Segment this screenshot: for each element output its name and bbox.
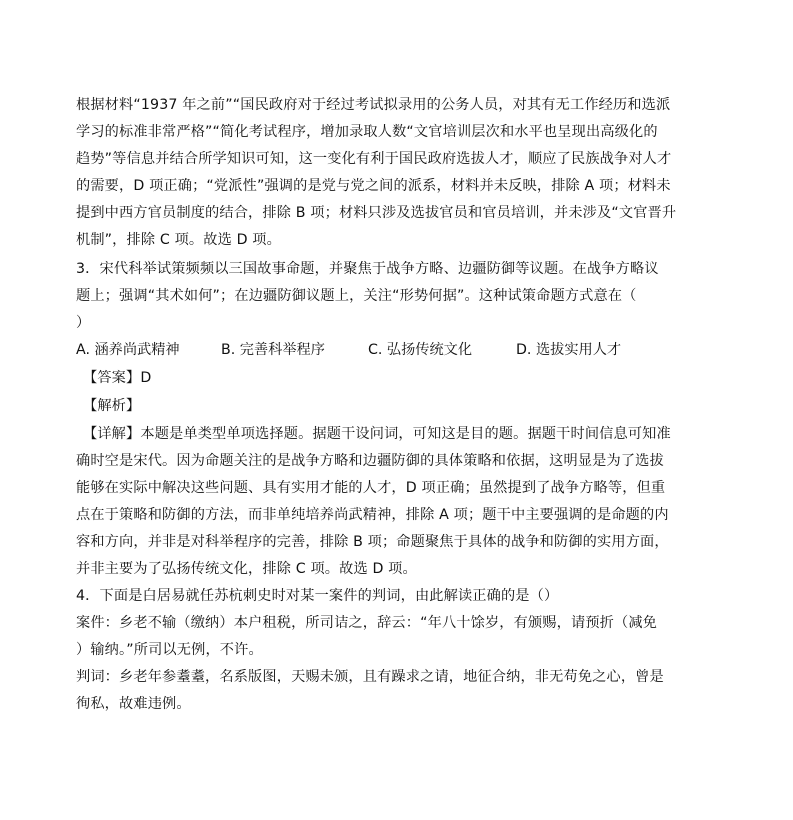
q3-answer: 【答案】D — [83, 370, 152, 386]
q4-judgment-line-2: 徇私，故难违例。 — [76, 696, 191, 712]
q4-case-line-1: 案件：乡老不输（缴纳）本户租税，所司诘之，辞云：“年八十馀岁，有颁赐，请预折（减免 — [76, 615, 658, 631]
q3-stem-line-3: ） — [76, 315, 91, 331]
q2-explanation-line-6: 机制”，排除 C 项。故选 D 项。 — [76, 232, 281, 248]
q2-explanation-line-5: 提到中西方官员制度的结合，排除 B 项；材料只涉及选拔官员和官员培训，并未涉及“文官晋升 — [76, 205, 677, 221]
q3-detail-line-5: 容和方向，并非是对科举程序的完善，排除 B 项；命题聚焦于具体的战争和防御的实用方面， — [76, 534, 669, 550]
q4-case-line-2: ）输纳。”所司以无例，不许。 — [76, 642, 263, 658]
q3-analysis-title: 【解析】 — [83, 398, 141, 414]
q3-detail-line-3: 能够在实际中解决这些问题、具有实用才能的人才，D 项正确；虽然提到了战争方略等，但重 — [76, 480, 666, 496]
q4-stem-line-1: 4．下面是白居易就任苏杭刺史时对某一案件的判词，由此解读正确的是（） — [76, 588, 559, 604]
q2-explanation-line-4: 的需要，D 项正确；“党派性”强调的是党与党之间的派系，材料并未反映，排除 A 项；材料未 — [76, 178, 671, 194]
q3-option-a: A. 涵养尚武精神 — [76, 342, 180, 358]
q3-stem-line-1: 3．宋代科举试策频频以三国故事命题，并聚焦于战争方略、边疆防御等议题。在战争方略议 — [76, 261, 659, 277]
q3-detail-line-6: 并非主要为了弘扬传统文化，排除 C 项。故选 D 项。 — [76, 561, 417, 577]
q2-explanation-line-3: 趋势”等信息并结合所学知识可知，这一变化有利于国民政府选拔人才，顺应了民族战争对人才 — [76, 151, 672, 167]
q4-judgment-line-1: 判词：乡老年参耋耋，名系版图，天赐未颁，且有躁求之请，地征合纳，非无苟免之心，曾是 — [76, 669, 664, 685]
q3-option-c: C. 弘扬传统文化 — [368, 342, 473, 358]
q2-explanation-line-2: 学习的标准非常严格”“简化考试程序，增加录取人数“文官培训层次和水平也呈现出高级化的 — [76, 124, 658, 140]
q3-option-d: D. 选拔实用人才 — [516, 342, 622, 358]
q3-stem-line-2: 题上；强调“其术如何”；在边疆防御议题上，关注“形势何据”。这种试策命题方式意在（ — [76, 288, 637, 304]
q2-explanation-line-1: 根据材料“1937 年之前”“国民政府对于经过考试拟录用的公务人员，对其有无工作经历和选派 — [76, 97, 671, 113]
q3-detail-line-2: 确时空是宋代。因为命题关注的是战争方略和边疆防御的具体策略和依据，这明显是为了选拔 — [76, 453, 664, 469]
q3-option-b: B. 完善科举程序 — [221, 342, 325, 358]
q3-detail-line-1: 【详解】本题是单类型单项选择题。据题干设问词，可知这是目的题。据题干时间信息可知准 — [83, 426, 671, 442]
q3-detail-line-4: 点在于策略和防御的方法，而非单纯培养尚武精神，排除 A 项；题干中主要强调的是命题的内 — [76, 507, 669, 523]
